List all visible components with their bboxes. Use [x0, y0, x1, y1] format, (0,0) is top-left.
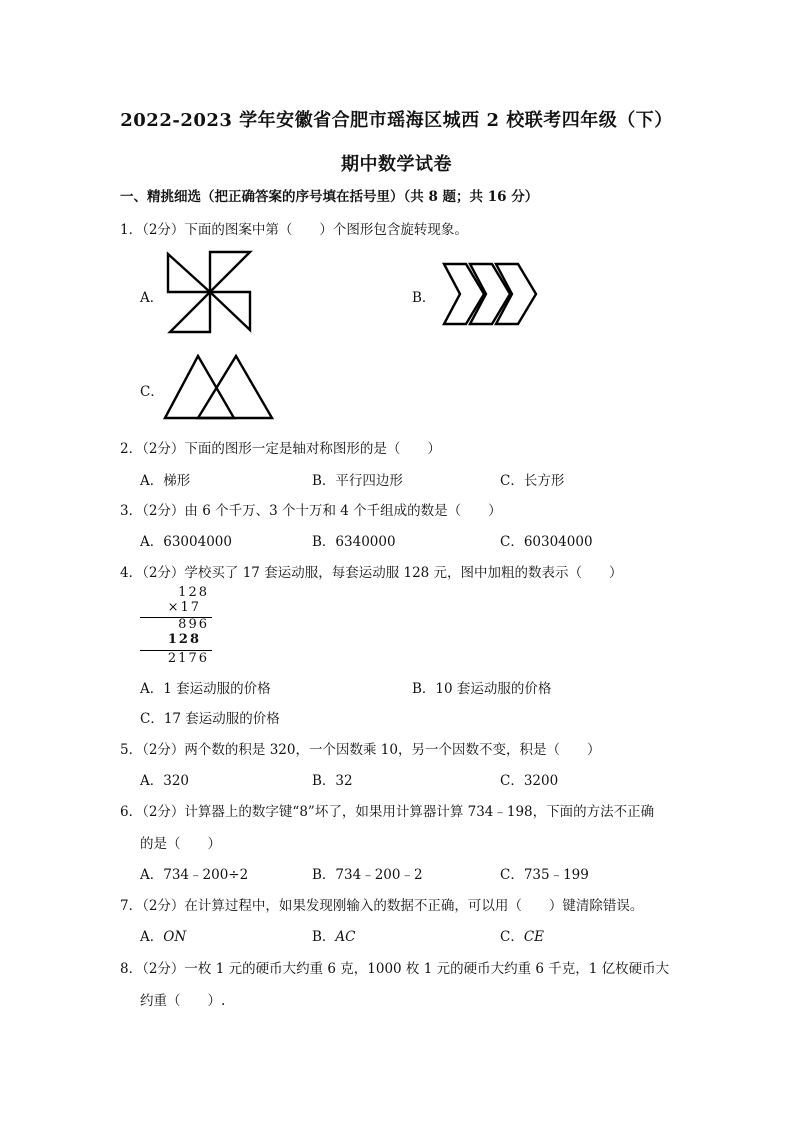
question-6-text: 6．（2分）计算器上的数字键“8”坏了，如果用计算器计算 734﹣198，下面的方法不正确 [120, 804, 655, 820]
q7-option-c-prefix: C． [500, 929, 524, 945]
calc-partial-2-bold: 128 [167, 632, 201, 647]
q2-option-b: B．平行四边形 [312, 473, 403, 489]
q5-option-b: B．32 [312, 773, 353, 789]
q1-option-c-label: C． [140, 384, 164, 400]
calc-partial-1: 896 [178, 617, 209, 632]
q7-option-b-prefix: B． [312, 929, 336, 945]
q5-option-c: C．3200 [500, 773, 559, 789]
question-2-text: 2．（2分）下面的图形一定是轴对称图形的是（ ） [120, 441, 441, 457]
q4-option-c: C．17 套运动服的价格 [140, 711, 280, 727]
calc-multiplier: ×17 [167, 600, 201, 615]
q5-option-a: A．320 [140, 773, 190, 789]
question-8-text: 8．（2分）一枚 1 元的硬币大约重 6 克，1000 枚 1 元的硬币大约重 6 千克，1 亿枚硬币大 [120, 961, 670, 977]
exam-title-line2: 期中数学试卷 [341, 154, 452, 175]
pinwheel-figure [160, 250, 260, 335]
q7-option-c [500, 925, 544, 945]
q6-option-a: A．734﹣200÷2 [140, 867, 249, 883]
q4-option-a: A．1 套运动服的价格 [140, 681, 271, 697]
section-heading: 一、精挑细选（把正确答案的序号填在括号里）（共 8 题；共 16 分） [120, 189, 539, 205]
q6-option-b: B．734﹣200﹣2 [312, 867, 423, 883]
question-5-text: 5．（2分）两个数的积是 320，一个因数乘 10，另一个因数不变，积是（ ） [120, 742, 601, 758]
q7-option-a-prefix: A． [140, 929, 164, 945]
question-6-text-cont: 的是（ ） [140, 836, 221, 852]
question-1-text: 1．（2分）下面的图案中第（ ）个图形包含旋转现象。 [120, 222, 468, 238]
question-4-text: 4．（2分）学校买了 17 套运动服，每套运动服 128 元，图中加粗的数表示（ ） [120, 565, 623, 581]
q7-option-b [312, 925, 356, 945]
chevron-arrows-figure [440, 262, 540, 328]
q3-option-a: A．63004000 [140, 534, 232, 550]
q1-option-a-label: A． [140, 290, 164, 306]
q7-option-b-key: AC [335, 929, 356, 945]
q7-option-c-key: CE [523, 929, 545, 945]
q2-option-c: C．长方形 [500, 473, 565, 489]
q3-option-b: B．6340000 [312, 534, 396, 550]
q7-option-a-key: ON [163, 929, 187, 945]
q4-option-b: B．10 套运动服的价格 [412, 681, 552, 697]
calc-product: 2176 [167, 651, 209, 666]
question-3-text: 3．（2分）由 6 个千万、3 个十万和 4 个千组成的数是（ ） [120, 503, 502, 519]
overlapping-triangles-figure [162, 352, 277, 422]
q3-option-c: C．60304000 [500, 534, 593, 550]
q1-option-b-label: B． [412, 290, 436, 306]
exam-title-line1: 2022-2023 学年安徽省合肥市瑶海区城西 2 校联考四年级（下） [120, 110, 673, 131]
calc-multiplicand: 128 [178, 585, 209, 600]
q6-option-c: C．735﹣199 [500, 867, 589, 883]
question-8-text-cont: 约重（ ）. [140, 993, 226, 1009]
question-7-text: 7．（2分）在计算过程中，如果发现刚输入的数据不正确，可以用（ ）键清除错误。 [120, 898, 644, 914]
q7-option-a [140, 925, 186, 945]
q2-option-a: A．梯形 [140, 473, 191, 489]
